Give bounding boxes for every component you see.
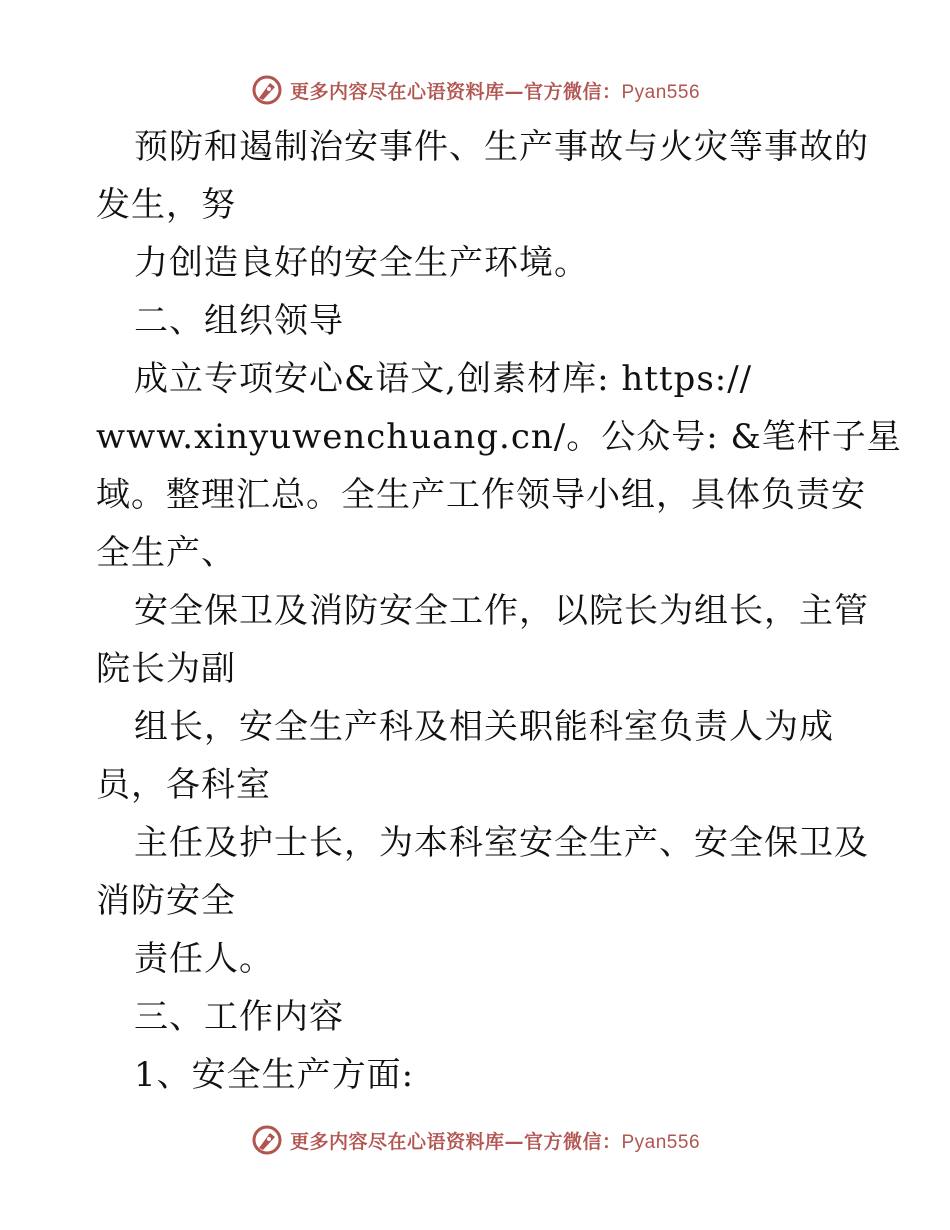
- wechat-handle: Pyan556: [621, 81, 701, 103]
- text-line: 发生，努: [96, 185, 236, 225]
- pen-nib-circle-icon: [250, 73, 284, 107]
- text-line: 责任人。: [134, 939, 274, 979]
- text-line: 1、安全生产方面:: [134, 1055, 415, 1095]
- text-line: www.xinyuwenchuang.cn/。公众号: &笔杆子星: [96, 417, 902, 457]
- document-body: [96, 118, 902, 1104]
- header-watermark-banner: [0, 70, 950, 110]
- text-line: 域。整理汇总。全生产工作领导小组，具体负责安: [96, 475, 866, 515]
- text-line: 预防和遏制治安事件、生产事故与火灾等事故的: [134, 127, 869, 167]
- text-line: 成立专项安心&语文,创素材库: https://: [134, 359, 753, 399]
- footer-watermark-banner: [0, 1120, 950, 1160]
- text-line: 安全保卫及消防安全工作，以院长为组长，主管: [134, 591, 869, 631]
- text-line: 消防安全: [96, 881, 236, 921]
- banner-text: 更多内容尽在心语资料库—官方微信：Pyan556: [289, 80, 701, 103]
- banner-text: 更多内容尽在心语资料库—官方微信：Pyan556: [289, 1130, 701, 1153]
- text-line: 二、组织领导: [134, 301, 344, 341]
- text-line: 主任及护士长，为本科室安全生产、安全保卫及: [134, 823, 869, 863]
- text-line: 三、工作内容: [134, 997, 344, 1037]
- pen-nib-circle-icon: [250, 1123, 284, 1157]
- text-line: 组长，安全生产科及相关职能科室负责人为成: [134, 707, 834, 747]
- text-line: 全生产、: [96, 533, 236, 573]
- wechat-handle: Pyan556: [621, 1131, 701, 1153]
- text-line: 院长为副: [96, 649, 236, 689]
- text-line: 员，各科室: [96, 765, 271, 805]
- text-line: 力创造良好的安全生产环境。: [134, 243, 589, 283]
